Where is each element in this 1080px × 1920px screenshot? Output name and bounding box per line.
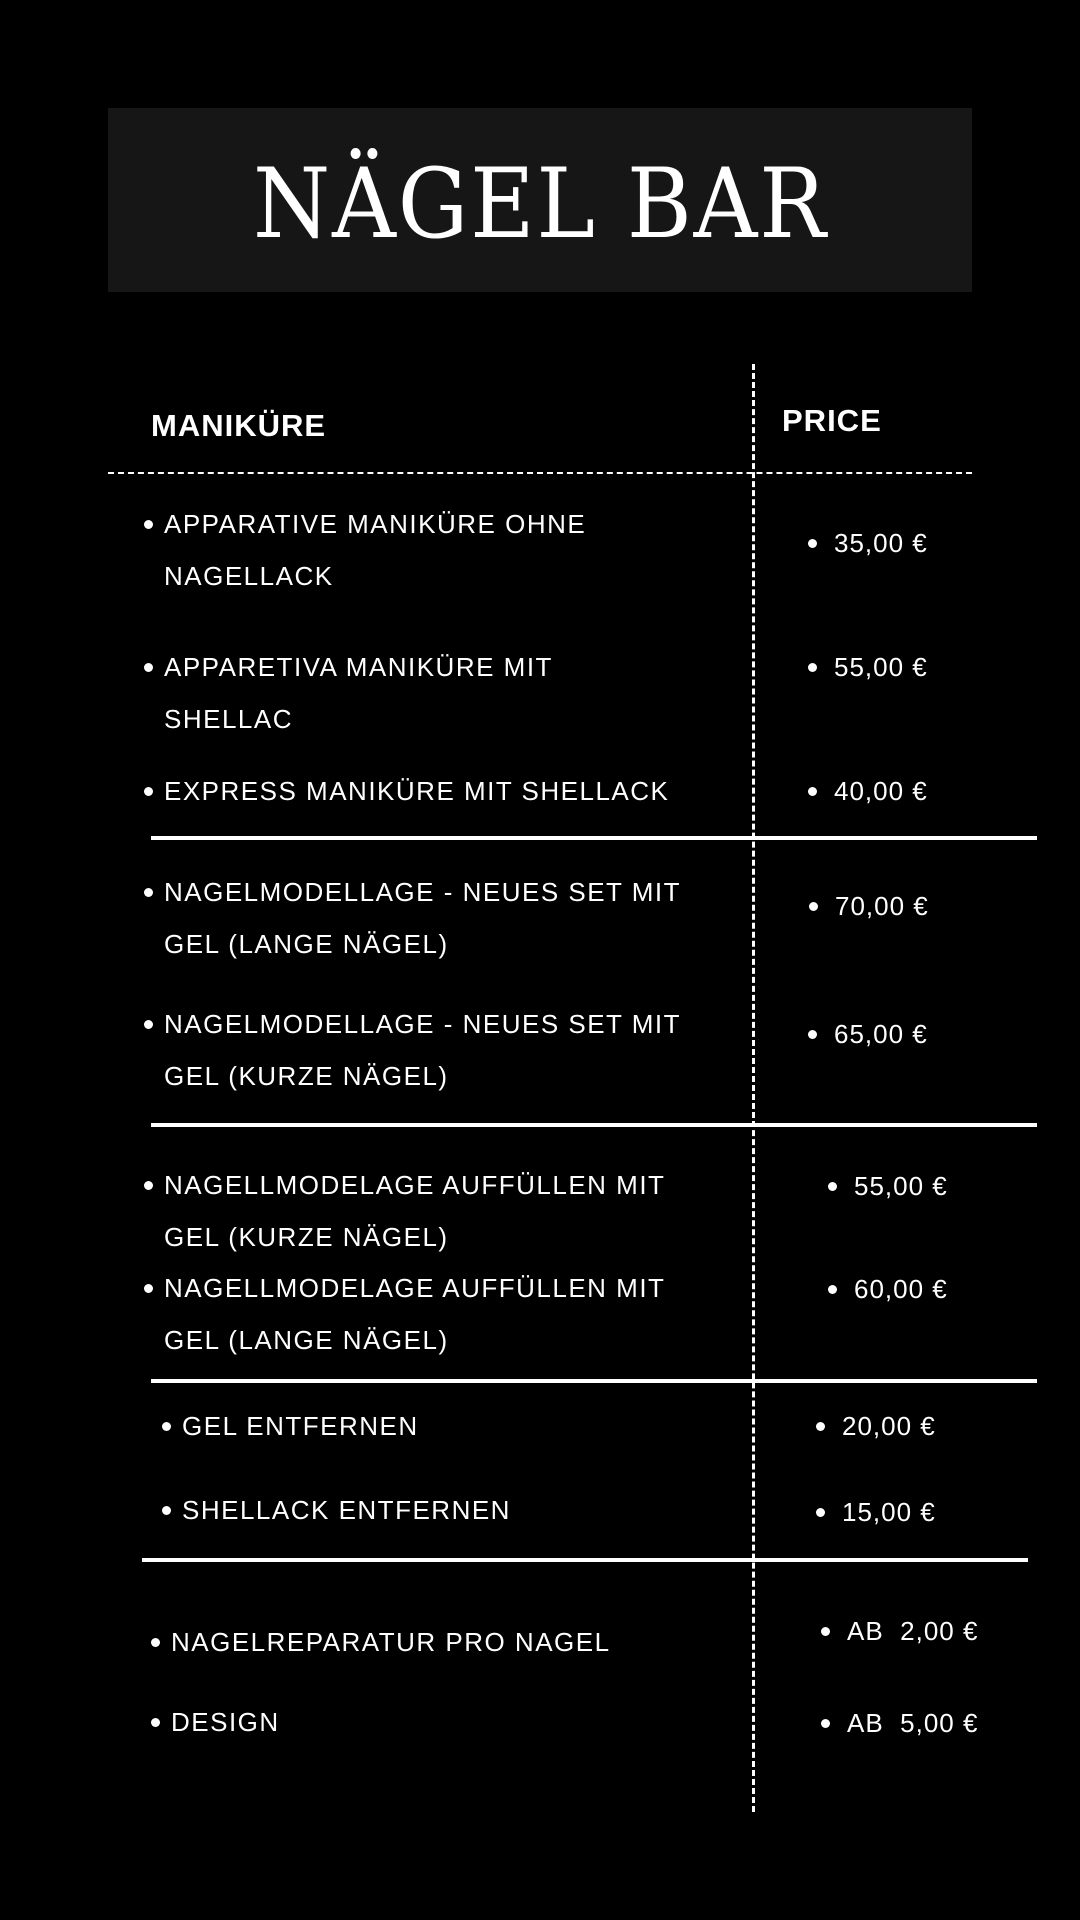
- service-item: SHELLACK ENTFERNEN: [162, 1484, 682, 1536]
- column-header-price: PRICE: [782, 403, 882, 438]
- title-banner: [108, 108, 972, 292]
- service-price: 70,00 €: [809, 880, 929, 932]
- service-item: NAGELMODELLAGE - NEUES SET MIT GEL (LANGE NÄGEL): [144, 866, 684, 970]
- header-divider: [108, 472, 972, 474]
- service-item: NAGELLMODELAGE AUFFÜLLEN MIT GEL (LANGE NÄGEL): [144, 1262, 684, 1366]
- service-item: APPARETIVA MANIKÜRE MIT SHELLAC: [144, 641, 594, 745]
- page-title: NÄGEL BAR: [252, 148, 828, 260]
- section-divider: [142, 1558, 1028, 1562]
- service-price: 65,00 €: [808, 1008, 928, 1060]
- service-price: 35,00 €: [808, 517, 928, 569]
- service-item: DESIGN: [151, 1696, 691, 1748]
- section-divider: [151, 1123, 1037, 1127]
- service-price: 40,00 €: [808, 765, 928, 817]
- section-divider: [151, 1379, 1037, 1383]
- service-item: GEL ENTFERNEN: [162, 1400, 682, 1452]
- service-price: 55,00 €: [808, 641, 928, 693]
- service-price: AB 2,00 €: [821, 1605, 978, 1657]
- service-price: 20,00 €: [816, 1400, 936, 1452]
- section-divider: [151, 836, 1037, 840]
- service-price: 60,00 €: [828, 1263, 948, 1315]
- service-item: APPARATIVE MANIKÜRE OHNE NAGELLACK: [144, 498, 634, 602]
- column-divider: [752, 364, 755, 1812]
- service-item: NAGELMODELLAGE - NEUES SET MIT GEL (KURZE NÄGEL): [144, 998, 684, 1102]
- service-price: 55,00 €: [828, 1160, 948, 1212]
- service-price: AB 5,00 €: [821, 1697, 978, 1749]
- service-item: EXPRESS MANIKÜRE MIT SHELLACK: [144, 765, 724, 817]
- column-header-category: MANIKÜRE: [151, 408, 327, 443]
- service-price: 15,00 €: [816, 1486, 936, 1538]
- service-item: NAGELREPARATUR PRO NAGEL: [151, 1616, 691, 1668]
- service-item: NAGELLMODELAGE AUFFÜLLEN MIT GEL (KURZE NÄGEL): [144, 1159, 684, 1263]
